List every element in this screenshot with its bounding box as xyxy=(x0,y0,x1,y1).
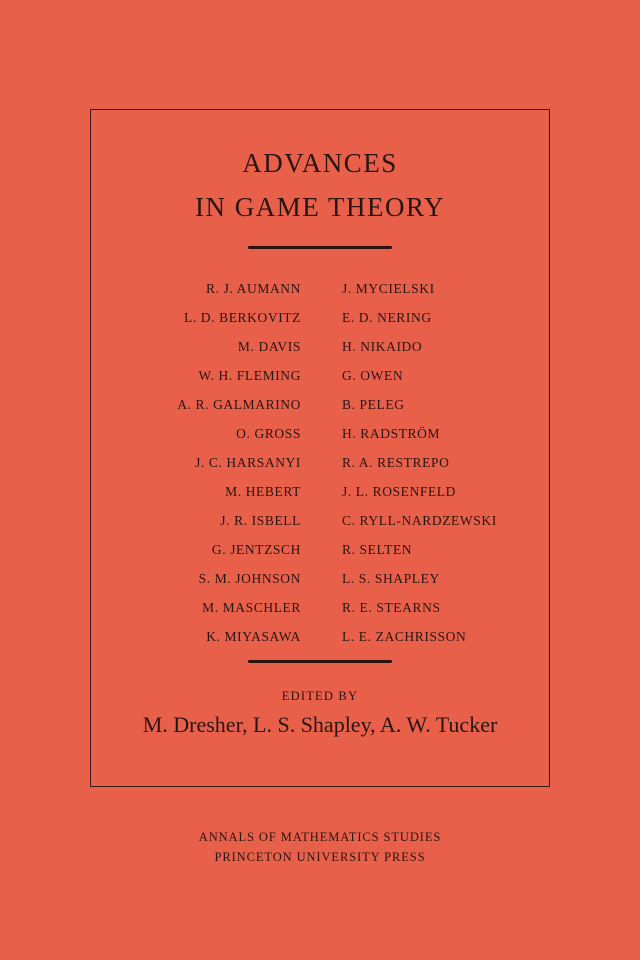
contributor-name: O. GROSS xyxy=(236,426,301,441)
contributor-name: C. RYLL-NARDZEWSKI xyxy=(342,513,497,528)
edited-by-label: EDITED BY xyxy=(281,689,359,703)
contributor-name: B. PELEG xyxy=(342,397,405,412)
contributor-name: S. M. JOHNSON xyxy=(198,571,301,586)
contributor-name: E. D. NERING xyxy=(342,310,432,325)
contributor-name: K. MIYASAWA xyxy=(206,629,301,644)
title-divider xyxy=(248,246,392,249)
contributor-name: H. RADSTRÖM xyxy=(342,426,441,441)
contributor-name: A. R. GALMARINO xyxy=(177,397,301,412)
contributor-name: L. E. ZACHRISSON xyxy=(342,629,467,644)
editors-names: M. Dresher, L. S. Shapley, A. W. Tucker xyxy=(142,712,498,737)
contributor-name: J. R. ISBELL xyxy=(220,513,301,528)
contributor-name: R. E. STEARNS xyxy=(342,600,441,615)
contributor-name: L. D. BERKOVITZ xyxy=(184,310,301,325)
contributor-name: J. L. ROSENFELD xyxy=(342,484,457,499)
book-title-line-2: IN GAME THEORY xyxy=(195,192,445,222)
contributor-name: R. A. RESTREPO xyxy=(342,455,450,470)
contributor-name: H. NIKAIDO xyxy=(342,339,423,354)
contributor-name: M. HEBERT xyxy=(225,484,301,499)
contributor-name: R. SELTEN xyxy=(342,542,413,557)
contributor-name: J. C. HARSANYI xyxy=(195,455,301,470)
series-name: ANNALS OF MATHEMATICS STUDIES xyxy=(198,830,442,844)
contributors-left-column xyxy=(177,274,301,651)
contributor-name: L. S. SHAPLEY xyxy=(342,571,440,586)
book-title-line-1: ADVANCES xyxy=(242,148,398,178)
contributor-name: G. OWEN xyxy=(342,368,404,383)
contributors-right-column xyxy=(342,274,497,651)
contributor-name: W. H. FLEMING xyxy=(198,368,301,383)
contributor-name: M. MASCHLER xyxy=(202,600,301,615)
contributor-name: J. MYCIELSKI xyxy=(342,281,435,296)
contributor-name: M. DAVIS xyxy=(237,339,301,354)
publisher-name: PRINCETON UNIVERSITY PRESS xyxy=(214,850,426,864)
contributor-name: R. J. AUMANN xyxy=(206,281,301,296)
contributor-name: G. JENTZSCH xyxy=(211,542,301,557)
contributors-divider xyxy=(248,660,392,663)
